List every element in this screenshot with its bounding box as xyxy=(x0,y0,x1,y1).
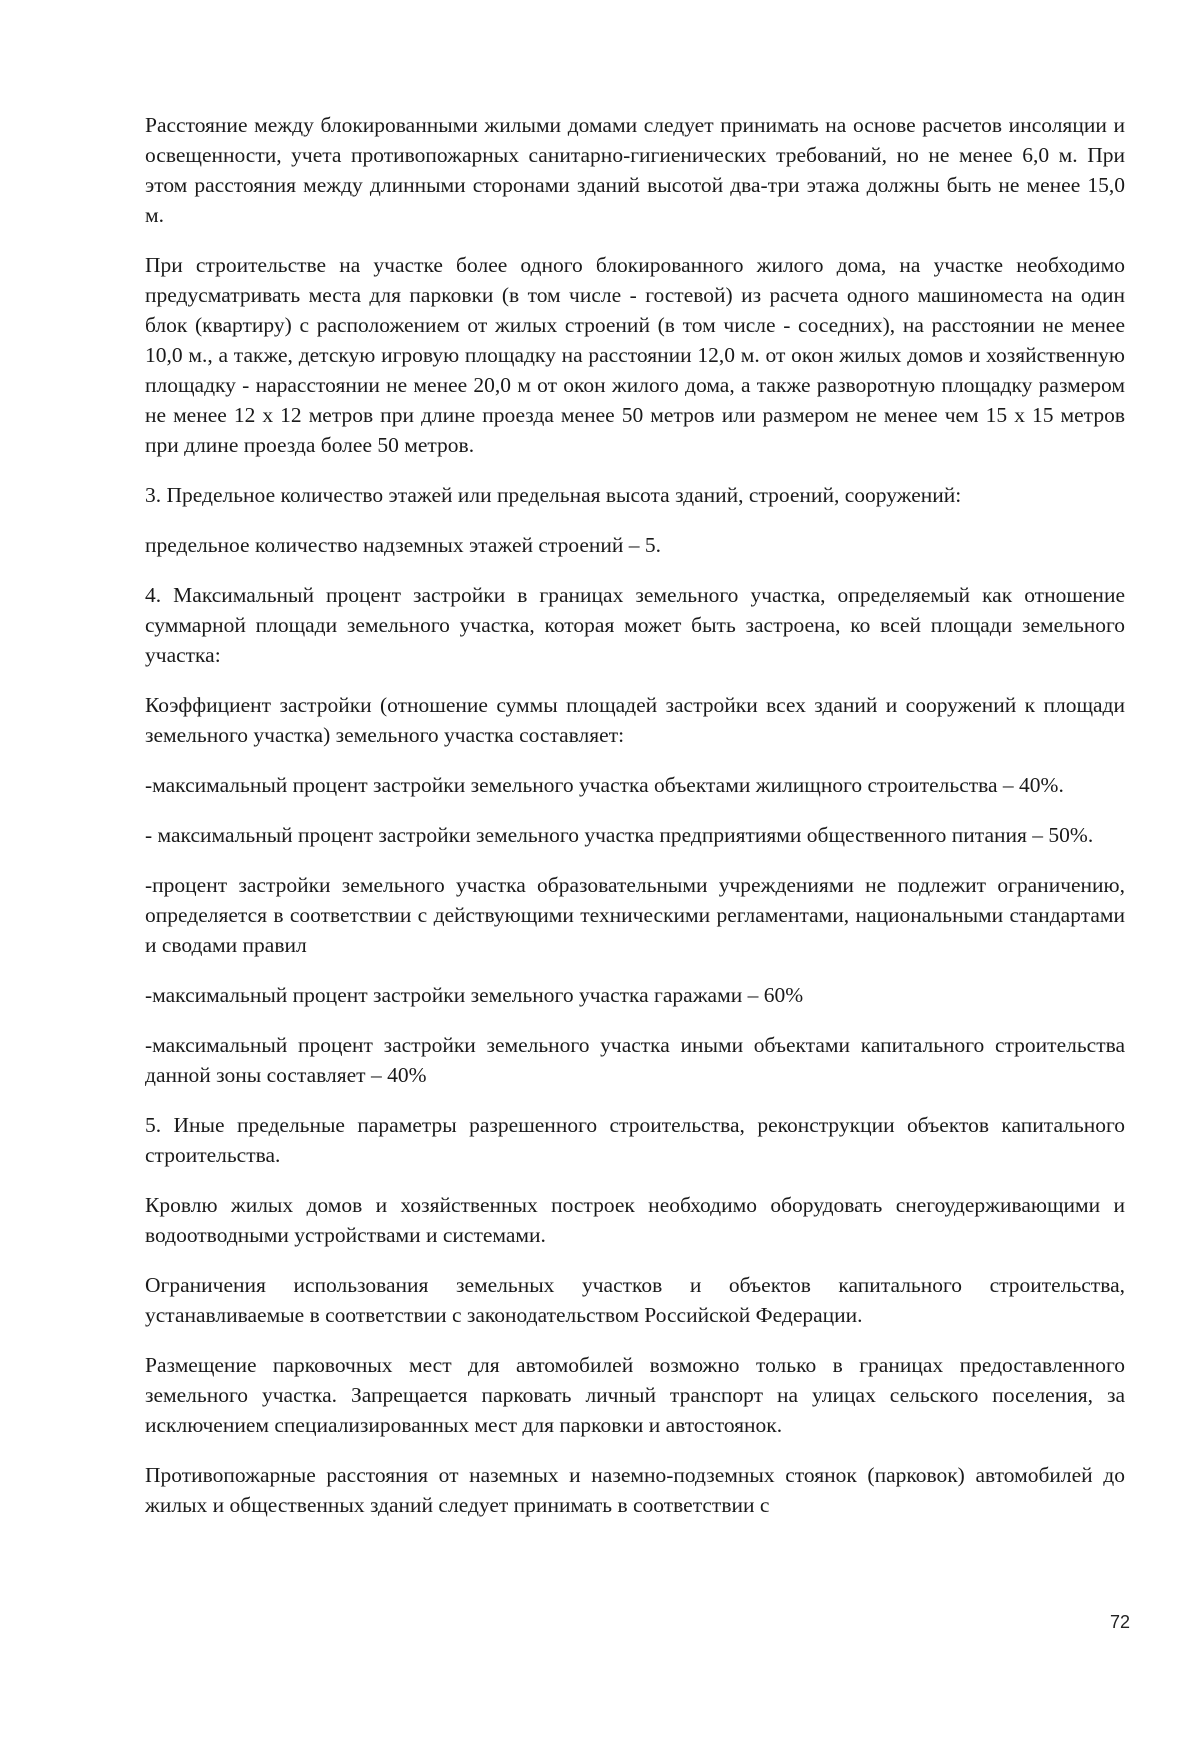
paragraph-section-3-heading: 3. Предельное количество этажей или предельная высота зданий, строений, сооружений: xyxy=(145,483,962,507)
page-number: 72 xyxy=(1109,1612,1130,1632)
paragraph-coverage-catering: - максимальный процент застройки земельного участка предприятиями общественного питания – 50%. xyxy=(145,823,1094,847)
paragraph-section-5-heading: 5. Иные предельные параметры разрешенного строительства, реконструкции объектов капитального строительства. xyxy=(145,1113,1125,1167)
paragraph-coverage-garages: -максимальный процент застройки земельного участка гаражами – 60% xyxy=(145,983,804,1007)
paragraph-coverage-education: -процент застройки земельного участка образовательными учреждениями не подлежит ограничению, определяется в соответствии с действующими техническими регламентами, национальными стандартами и сводами правил xyxy=(145,873,1125,957)
paragraph-block-distance: Расстояние между блокированными жилыми домами следует принимать на основе расчетов инсоляции и освещенности, учета противопожарных санитарно-гигиенических требований, но не менее 6,0 м. При этом расстояния между длинными сторонами зданий высотой два-три этажа должны быть не менее 15,0 м. xyxy=(145,113,1125,227)
document-body xyxy=(145,110,1125,1540)
paragraph-coverage-coefficient: Коэффициент застройки (отношение суммы площадей застройки всех зданий и сооружений к площади земельного участка) земельного участка составляет: xyxy=(145,693,1125,747)
paragraph-max-floors: предельное количество надземных этажей строений – 5. xyxy=(145,533,662,557)
paragraph-parking-placement: Размещение парковочных мест для автомобилей возможно только в границах предоставленного земельного участка. Запрещается парковать личный транспорт на улицах сельского поселения, за исключением специализированных мест для парковки и автостоянок. xyxy=(145,1353,1125,1437)
paragraph-roofing: Кровлю жилых домов и хозяйственных построек необходимо оборудовать снегоудерживающими и водоотводными устройствами и системами. xyxy=(145,1193,1125,1247)
paragraph-fire-distances: Противопожарные расстояния от наземных и наземно-подземных стоянок (парковок) автомобилей до жилых и общественных зданий следует принимать в соответствии с xyxy=(145,1463,1125,1517)
paragraph-land-use-restrictions: Ограничения использования земельных участков и объектов капитального строительства, устанавливаемые в соответствии с законодательством Российской Федерации. xyxy=(145,1273,1125,1327)
paragraph-coverage-other: -максимальный процент застройки земельного участка иными объектами капитального строительства данной зоны составляет – 40% xyxy=(145,1033,1125,1087)
paragraph-section-4-heading: 4. Максимальный процент застройки в границах земельного участка, определяемый как отношение суммарной площади земельного участка, которая может быть застроена, ко всей площади земельного участка: xyxy=(145,583,1125,667)
paragraph-coverage-housing: -максимальный процент застройки земельного участка объектами жилищного строительства – 40%. xyxy=(145,773,1064,797)
paragraph-parking-playground: При строительстве на участке более одного блокированного жилого дома, на участке необходимо предусматривать места для парковки (в том числе - гостевой) из расчета одного машиноместа на один блок (квартиру) с расположением от жилых строений (в том числе - соседних), на расстоянии не менее 10,0 м., а также, детскую игровую площадку на расстоянии 12,0 м. от окон жилых домов и хозяйственную площадку - нарасстоянии не менее 20,0 м от окон жилого дома, а также разворотную площадку размером не менее 12 х 12 метров при длине проезда менее 50 метров или размером не менее чем 15 х 15 метров при длине проезда более 50 метров. xyxy=(145,253,1125,457)
